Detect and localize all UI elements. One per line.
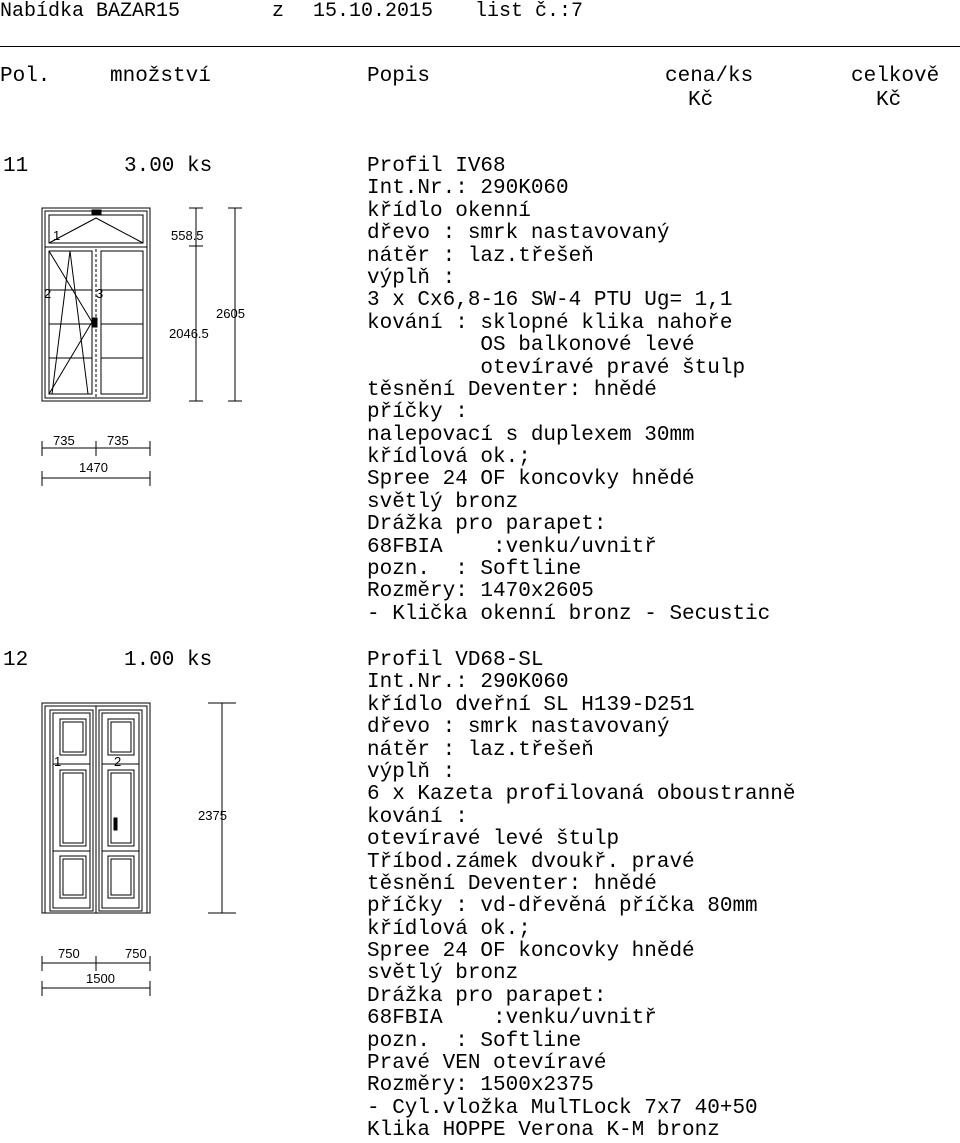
description-line: kování : bbox=[367, 805, 468, 829]
description-line: 6 x Kazeta profilovaná oboustranně bbox=[367, 783, 796, 807]
dimension-label: 2046.5 bbox=[169, 326, 209, 341]
leaf-label: 1 bbox=[54, 754, 62, 769]
sash-label: 2 bbox=[44, 286, 52, 301]
description-line: světlý bronz bbox=[367, 962, 519, 986]
description-line: těsnění Deventer: hnědé bbox=[367, 378, 657, 402]
col-total-currency: Kč bbox=[876, 89, 902, 112]
dimension-label: 750 bbox=[125, 946, 147, 961]
description-line: Spree 24 OF koncovky hnědé bbox=[367, 468, 695, 492]
dimension-label: 558.5 bbox=[171, 228, 204, 243]
description-line: křídlová ok.; bbox=[367, 446, 531, 470]
description-line: Pravé VEN otevíravé bbox=[367, 1052, 607, 1076]
description-line: dřevo : smrk nastavovaný bbox=[367, 222, 670, 246]
description-line: Rozměry: 1500x2375 bbox=[367, 1074, 594, 1098]
offer-z: z bbox=[272, 0, 285, 23]
description-line: Int.Nr.: 290K060 bbox=[367, 671, 569, 695]
description-line: Drážka pro parapet: bbox=[367, 513, 607, 537]
leaf-label: 2 bbox=[114, 754, 122, 769]
item-quantity: 3.00 ks bbox=[124, 155, 213, 178]
col-total: celkově bbox=[851, 65, 940, 88]
description-line: Klika HOPPE Verona K-M bronz bbox=[367, 1119, 720, 1143]
sash-label: 1 bbox=[53, 228, 61, 243]
dimension-label: 735 bbox=[107, 433, 129, 448]
description-line: dřevo : smrk nastavovaný bbox=[367, 716, 670, 740]
item-position: 11 bbox=[3, 155, 29, 178]
description-line: světlý bronz bbox=[367, 490, 519, 514]
description-line: Int.Nr.: 290K060 bbox=[367, 177, 569, 201]
description-line: Profil IV68 bbox=[367, 155, 506, 178]
offer-title: Nabídka BAZAR15 bbox=[0, 0, 181, 23]
description-line: křídlo okenní bbox=[367, 199, 531, 223]
item-quantity: 1.00 ks bbox=[124, 649, 213, 672]
sash-label: 3 bbox=[96, 286, 104, 301]
description-line: Spree 24 OF koncovky hnědé bbox=[367, 940, 695, 964]
description-line: Profil VD68-SL bbox=[367, 649, 544, 672]
description-line: OS balkonové levé bbox=[367, 334, 695, 358]
offer-date: 15.10.2015 bbox=[313, 0, 434, 23]
description-line: Drážka pro parapet: bbox=[367, 984, 607, 1008]
col-unit-price-currency: Kč bbox=[688, 89, 714, 112]
description-line: 3 x Cx6,8-16 SW-4 PTU Ug= 1,1 bbox=[367, 289, 733, 313]
description-line: 68FBIA :venku/uvnitř bbox=[367, 1007, 657, 1031]
description-line: Tříbod.zámek dvoukř. pravé bbox=[367, 850, 695, 874]
dimension-label: 2375 bbox=[198, 808, 227, 823]
dimension-label: 1500 bbox=[86, 971, 115, 986]
col-qty: množství bbox=[110, 65, 211, 88]
sheet-number: list č.:7 bbox=[475, 0, 584, 23]
dimension-label: 750 bbox=[58, 946, 80, 961]
description-line: příčky : bbox=[367, 401, 468, 425]
description-line: pozn. : Softline bbox=[367, 558, 582, 582]
dimension-label: 1470 bbox=[79, 460, 108, 475]
description-line: křídlo dveřní SL H139-D251 bbox=[367, 693, 695, 717]
description-line: otevíravé levé štulp bbox=[367, 828, 620, 852]
description-line: příčky : vd-dřevěná příčka 80mm bbox=[367, 895, 758, 919]
col-unit-price: cena/ks bbox=[665, 65, 754, 88]
description-line: výplň : bbox=[367, 266, 456, 290]
description-line: kování : sklopné klika nahoře bbox=[367, 311, 733, 335]
dimension-label: 735 bbox=[53, 433, 75, 448]
col-desc: Popis bbox=[367, 65, 431, 88]
description-line: otevíravé pravé štulp bbox=[367, 356, 746, 380]
col-pos: Pol. bbox=[0, 65, 51, 88]
description-line: křídlová ok.; bbox=[367, 917, 531, 941]
description-line: výplň : bbox=[367, 760, 456, 784]
description-line: - Klička okenní bronz - Secustic bbox=[367, 602, 771, 626]
item-position: 12 bbox=[3, 649, 29, 672]
description-line: 68FBIA :venku/uvnitř bbox=[367, 535, 657, 559]
dimension-label: 2605 bbox=[216, 306, 245, 321]
description-line: - Cyl.vložka MulTLock 7x7 40+50 bbox=[367, 1096, 758, 1120]
description-line: pozn. : Softline bbox=[367, 1029, 582, 1053]
description-line: Rozměry: 1470x2605 bbox=[367, 580, 594, 604]
description-line: nátěr : laz.třešeň bbox=[367, 244, 594, 268]
description-line: těsnění Deventer: hnědé bbox=[367, 872, 657, 896]
description-line: nátěr : laz.třešeň bbox=[367, 738, 594, 762]
description-line: nalepovací s duplexem 30mm bbox=[367, 423, 695, 447]
